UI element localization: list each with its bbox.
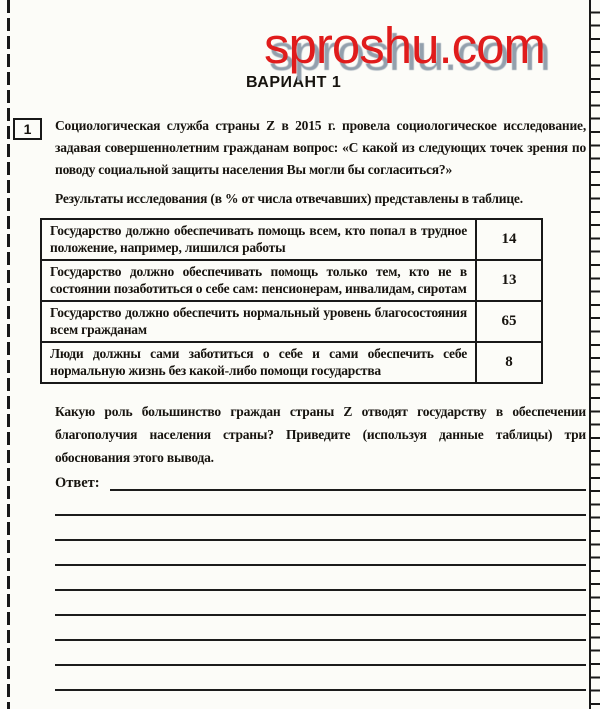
answer-line [55,642,586,666]
option-cell: Государство должно обеспечивать помощь только тем, кто не в состоянии позаботиться о себе сам: пенсионерам, инвалидам, сиротам [41,260,476,301]
value-cell: 8 [476,342,542,383]
question-intro: Социологическая служба страны Z в 2015 г. провела социологическое исследование, задавая совершеннолетним гражданам вопрос: «С какой из следующих точек зрения по поводу социальной защиты населения Вы могли бы согласиться?» [55,118,586,177]
table-row [41,260,542,301]
answer-area [55,475,586,692]
answer-line [110,489,586,491]
table-row [41,342,542,383]
question-task: Какую роль большинство граждан страны Z отводят государству в обеспечении благополучия населения страны? Приведите (используя данные таблицы) три обоснования этого вывода. [55,404,586,465]
page-cut-dashed-edge [7,0,10,709]
answer-line [55,667,586,691]
watermark: sproshu.com [264,17,545,74]
answer-line [55,567,586,591]
value-cell: 13 [476,260,542,301]
table-row [41,301,542,342]
answer-line [55,517,586,541]
page-binding-edge [589,0,600,709]
question-number-box: 1 [13,118,42,140]
table-row [41,219,542,260]
results-note: Результаты исследования (в % от числа отвечавших) представлены в таблице. [55,191,523,206]
answer-line [55,492,586,516]
answer-line [55,542,586,566]
answer-lines [55,492,586,691]
answer-line [55,617,586,641]
option-cell: Государство должно обеспечить нормальный уровень благосостояния всем гражданам [41,301,476,342]
option-cell: Люди должны сами заботиться о себе и сами обеспечить себе нормальную жизнь без какой-либо помощи государства [41,342,476,383]
results-table [40,218,543,384]
answer-line [55,592,586,616]
page-title: ВАРИАНТ 1 [246,74,342,91]
option-cell: Государство должно обеспечивать помощь всем, кто попал в трудное положение, например, лишился работы [41,219,476,260]
value-cell: 14 [476,219,542,260]
value-cell: 65 [476,301,542,342]
answer-label: Ответ: [55,475,100,491]
